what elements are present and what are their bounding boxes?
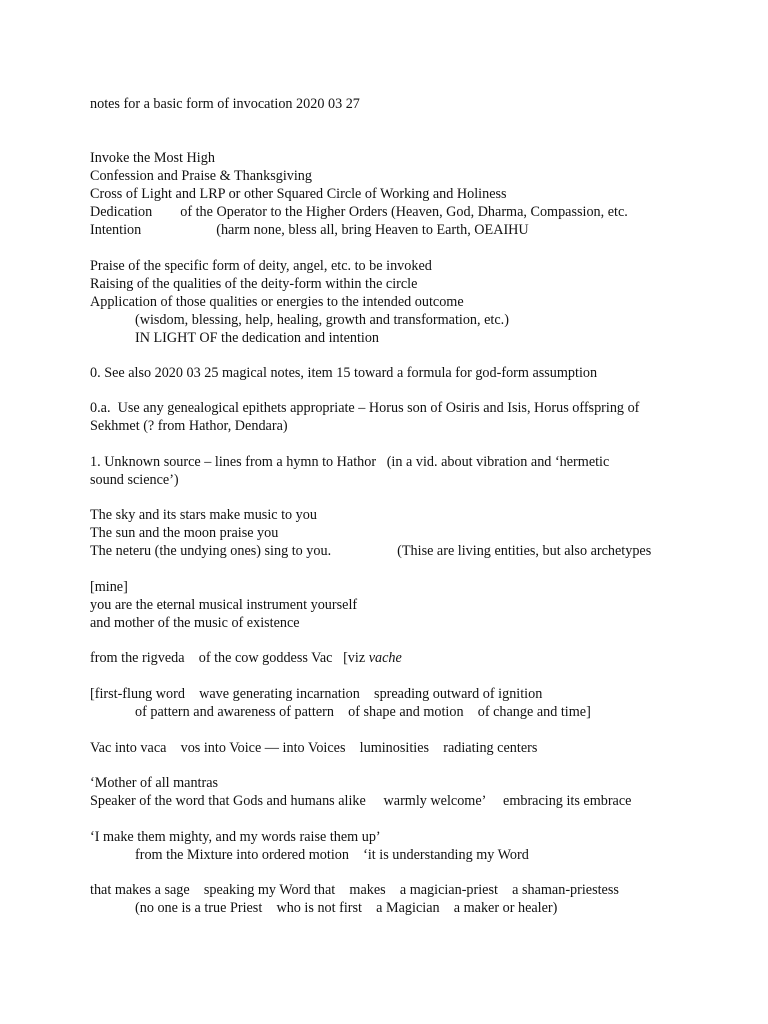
note-0a-line-2: Sekhmet (? from Hathor, Dendara)	[90, 418, 288, 434]
note-0a-line-1: 0.a. Use any genealogical epithets appropriate – Horus son of Osiris and Isis, Horus offspring of	[90, 400, 640, 416]
sage-line-2: (no one is a true Priest who is not first a Magician a maker or healer)	[135, 900, 558, 916]
intention-label: Intention	[90, 222, 142, 238]
hymn-line-3	[90, 542, 651, 560]
word-line-1: [first-flung word wave generating incarnation spreading outward of ignition	[90, 686, 543, 702]
praise-line-4: (wisdom, blessing, help, healing, growth and transformation, etc.)	[135, 312, 509, 328]
outline-line-dedication	[90, 203, 628, 221]
mine-line-2: you are the eternal musical instrument yourself	[90, 597, 358, 613]
rigveda-line	[90, 649, 402, 667]
outline-line-3: Cross of Light and LRP or other Squared Circle of Working and Holiness	[90, 186, 507, 202]
praise-line-5: IN LIGHT OF the dedication and intention	[135, 330, 380, 346]
mighty-line-1: ‘I make them mighty, and my words raise them up’	[90, 829, 381, 845]
hymn-line-3-text: The neteru (the undying ones) sing to you.	[90, 543, 332, 559]
praise-line-2: Raising of the qualities of the deity-form within the circle	[90, 276, 418, 292]
vac-line: Vac into vaca vos into Voice — into Voices luminosities radiating centers	[90, 740, 538, 756]
dedication-text: of the Operator to the Higher Orders (Heaven, God, Dharma, Compassion, etc.	[180, 204, 628, 220]
sage-line-1: that makes a sage speaking my Word that makes a magician-priest a shaman-priestess	[90, 882, 619, 898]
note-1-line-1: 1. Unknown source – lines from a hymn to Hathor (in a vid. about vibration and ‘hermetic	[90, 454, 610, 470]
outline-line-2: Confession and Praise & Thanksgiving	[90, 168, 312, 184]
mother-line-1: ‘Mother of all mantras	[90, 775, 219, 791]
praise-line-3: Application of those qualities or energies to the intended outcome	[90, 294, 464, 310]
rigveda-text: from the rigveda of the cow goddess Vac [viz	[90, 650, 369, 666]
hymn-line-1: The sky and its stars make music to you	[90, 507, 317, 523]
praise-line-1: Praise of the specific form of deity, angel, etc. to be invoked	[90, 258, 432, 274]
rigveda-italic: vache	[368, 650, 402, 666]
document-title: notes for a basic form of invocation 2020 03 27	[90, 96, 360, 112]
mother-line-2: Speaker of the word that Gods and humans alike warmly welcome’ embracing its embrace	[90, 793, 632, 809]
mighty-line-2: from the Mixture into ordered motion ‘it is understanding my Word	[135, 847, 529, 863]
hymn-line-2: The sun and the moon praise you	[90, 525, 279, 541]
note-1-line-2: sound science’)	[90, 472, 179, 488]
mine-line-3: and mother of the music of existence	[90, 615, 300, 631]
word-line-2: of pattern and awareness of pattern of shape and motion of change and time]	[135, 704, 591, 720]
note-0: 0. See also 2020 03 25 magical notes, item 15 toward a formula for god-form assumption	[90, 365, 598, 381]
mine-line-1: [mine]	[90, 579, 128, 595]
outline-line-1: Invoke the Most High	[90, 150, 215, 166]
dedication-label: Dedication	[90, 204, 153, 220]
hymn-line-3-aside: (Thise are living entities, but also archetypes	[397, 543, 652, 559]
intention-text: (harm none, bless all, bring Heaven to Earth, OEAIHU	[216, 222, 529, 238]
outline-line-intention	[90, 221, 529, 239]
